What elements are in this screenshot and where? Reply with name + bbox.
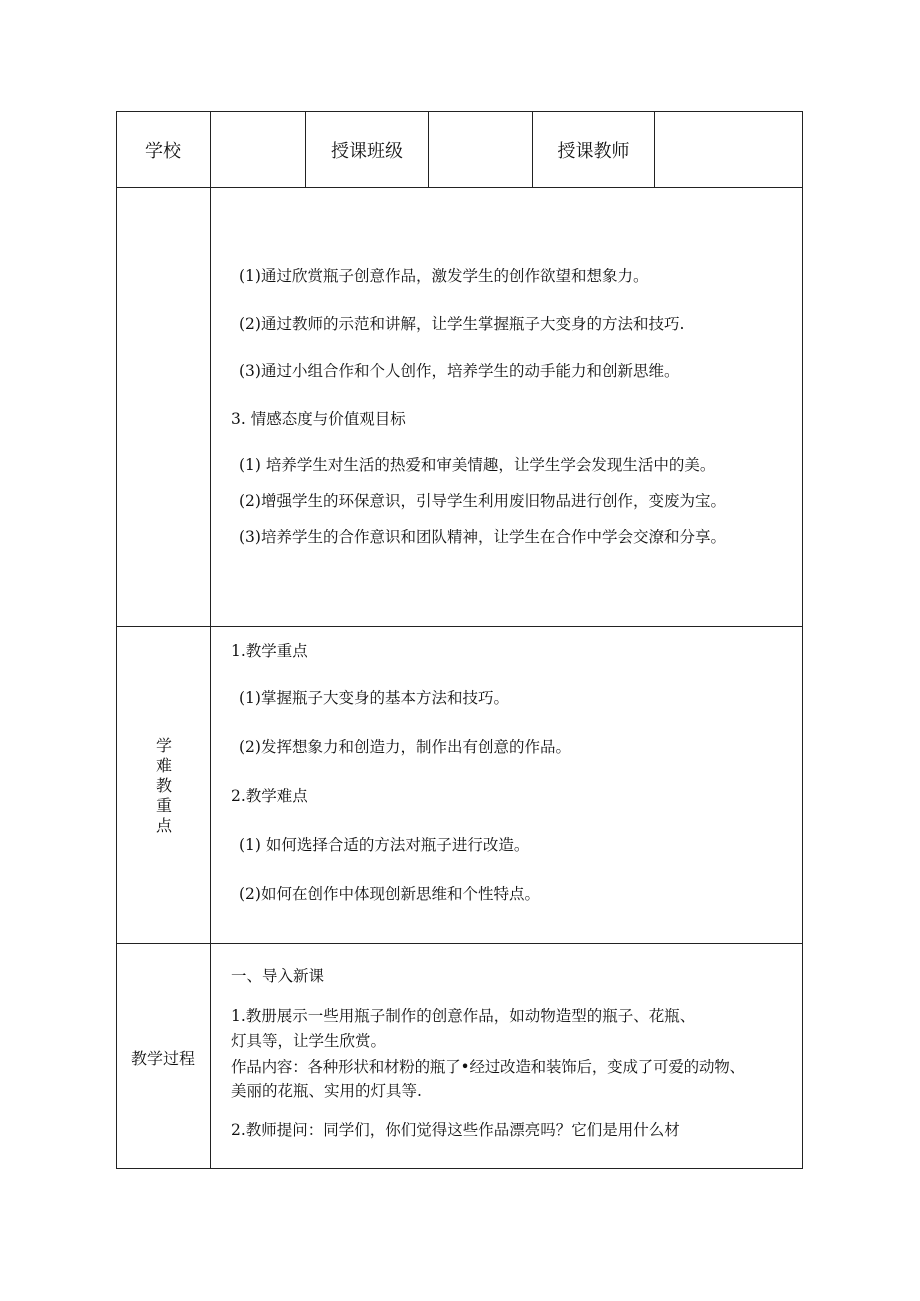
row-divider <box>116 626 803 627</box>
class-label: 授课班级 <box>331 140 403 162</box>
process-heading: 一、导入新课 <box>231 967 325 985</box>
objective-line: (1)通过欣赏瓶子创意作品，激发学生的创作欲望和想象力。 <box>239 267 649 285</box>
key-points-heading: 1.教学重点 <box>231 642 308 660</box>
difficult-point-line: (2)如何在创作中体现创新思维和个性特点。 <box>239 885 540 903</box>
objective-line: (3)培养学生的合作意识和团队精神，让学生在合作中学会交潦和分享。 <box>239 528 726 546</box>
difficult-point-line: (1) 如何选择合适的方法对瓶子进行改造。 <box>239 836 530 854</box>
school-value-cell <box>211 111 305 188</box>
school-label: 学校 <box>145 140 181 162</box>
objective-heading: 3. 情感态度与价值观目标 <box>231 410 406 428</box>
row-divider <box>116 943 803 944</box>
objective-line: (2)增强学生的环保意识，引导学生利用废旧物品进行创作，变废为宝。 <box>239 492 726 510</box>
class-value-cell <box>429 111 532 188</box>
process-line: 作品内容：各种形状和材粉的瓶了•经过改造和装饰后，变成了可爱的动物、 <box>231 1058 745 1076</box>
key-point-line: (2)发挥想象力和创造力，制作出有创意的作品。 <box>239 738 571 756</box>
teacher-label: 授课教师 <box>557 140 630 162</box>
process-line: 1.教册展示一些用瓶子制作的创意作品，如动物造型的瓶子、花瓶、 <box>231 1007 696 1025</box>
key-points-label: 学难教重点 <box>155 736 172 835</box>
label-column-divider <box>210 111 211 1169</box>
objective-line: (3)通过小组合作和个人创作，培养学生的动手能力和创新思维。 <box>239 362 680 380</box>
objective-line: (2)通过教师的示范和讲解，让学生掌握瓶子大变身的方法和技巧. <box>239 315 685 333</box>
process-line: 灯具等，让学生欣赏。 <box>231 1032 387 1050</box>
key-point-line: (1)掌握瓶子大变身的基本方法和技巧。 <box>239 689 509 707</box>
teacher-value-cell <box>655 111 802 188</box>
process-line: 美丽的花瓶、实用的灯具等. <box>231 1082 422 1100</box>
process-label: 教学过程 <box>130 1049 195 1068</box>
objective-line: (1) 培养学生对生活的热爱和审美情趣，让学生学会发现生活中的美。 <box>239 456 716 474</box>
difficult-points-heading: 2.教学难点 <box>231 787 308 805</box>
process-line: 2.教师提问：同学们，你们觉得这些作品漂亮吗？它们是用什么材 <box>231 1121 680 1139</box>
